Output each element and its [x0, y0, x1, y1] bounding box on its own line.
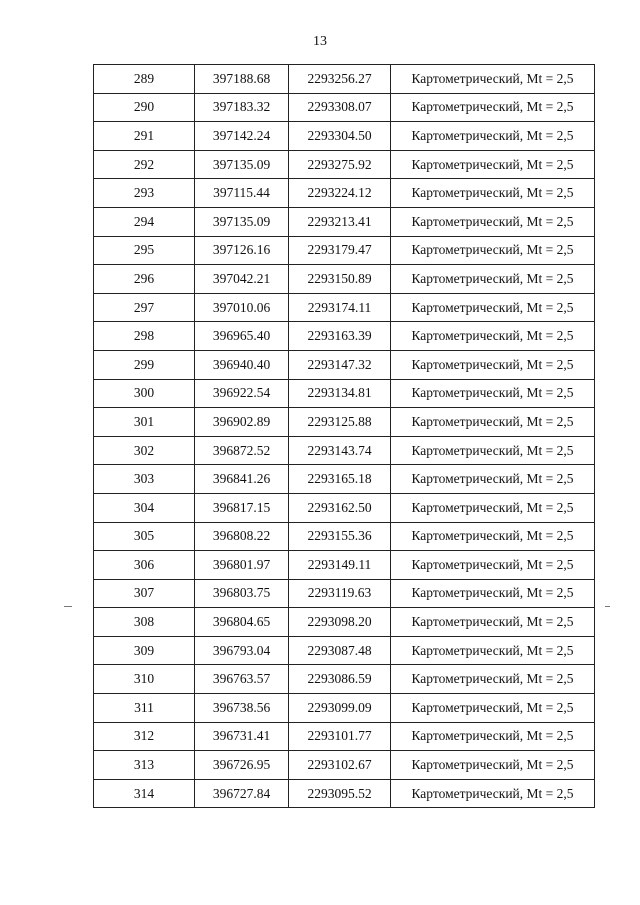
x-coordinate-cell: 397188.68 [195, 65, 289, 94]
y-coordinate-cell: 2293143.74 [289, 436, 391, 465]
table-row [94, 408, 595, 437]
y-coordinate-cell: 2293308.07 [289, 93, 391, 122]
table-row [94, 522, 595, 551]
y-coordinate-cell: 2293119.63 [289, 579, 391, 608]
x-coordinate-cell: 396940.40 [195, 350, 289, 379]
table-row [94, 350, 595, 379]
x-coordinate-cell: 396872.52 [195, 436, 289, 465]
method-cell: Картометрический, Mt = 2,5 [391, 207, 595, 236]
table-row [94, 608, 595, 637]
x-coordinate-cell: 396808.22 [195, 522, 289, 551]
y-coordinate-cell: 2293174.11 [289, 293, 391, 322]
table-row [94, 493, 595, 522]
method-cell: Картометрический, Mt = 2,5 [391, 293, 595, 322]
x-coordinate-cell: 396965.40 [195, 322, 289, 351]
method-cell: Картометрический, Mt = 2,5 [391, 751, 595, 780]
method-cell: Картометрический, Mt = 2,5 [391, 493, 595, 522]
table-row [94, 465, 595, 494]
table-row [94, 207, 595, 236]
method-cell: Картометрический, Mt = 2,5 [391, 379, 595, 408]
table-row [94, 751, 595, 780]
x-coordinate-cell: 396731.41 [195, 722, 289, 751]
method-cell: Картометрический, Mt = 2,5 [391, 779, 595, 808]
x-coordinate-cell: 397042.21 [195, 265, 289, 294]
y-coordinate-cell: 2293304.50 [289, 122, 391, 151]
y-coordinate-cell: 2293125.88 [289, 408, 391, 437]
x-coordinate-cell: 396763.57 [195, 665, 289, 694]
table-row [94, 379, 595, 408]
point-number-cell: 293 [94, 179, 195, 208]
point-number-cell: 302 [94, 436, 195, 465]
table-row [94, 436, 595, 465]
scan-speck [64, 606, 72, 607]
y-coordinate-cell: 2293101.77 [289, 722, 391, 751]
table-row [94, 779, 595, 808]
table-row [94, 150, 595, 179]
y-coordinate-cell: 2293213.41 [289, 207, 391, 236]
method-cell: Картометрический, Mt = 2,5 [391, 408, 595, 437]
x-coordinate-cell: 396738.56 [195, 694, 289, 723]
point-number-cell: 300 [94, 379, 195, 408]
y-coordinate-cell: 2293147.32 [289, 350, 391, 379]
y-coordinate-cell: 2293102.67 [289, 751, 391, 780]
y-coordinate-cell: 2293162.50 [289, 493, 391, 522]
point-number-cell: 294 [94, 207, 195, 236]
point-number-cell: 290 [94, 93, 195, 122]
y-coordinate-cell: 2293098.20 [289, 608, 391, 637]
y-coordinate-cell: 2293155.36 [289, 522, 391, 551]
method-cell: Картометрический, Mt = 2,5 [391, 694, 595, 723]
y-coordinate-cell: 2293099.09 [289, 694, 391, 723]
x-coordinate-cell: 396727.84 [195, 779, 289, 808]
point-number-cell: 299 [94, 350, 195, 379]
method-cell: Картометрический, Mt = 2,5 [391, 551, 595, 580]
x-coordinate-cell: 397010.06 [195, 293, 289, 322]
x-coordinate-cell: 397142.24 [195, 122, 289, 151]
point-number-cell: 291 [94, 122, 195, 151]
x-coordinate-cell: 397126.16 [195, 236, 289, 265]
y-coordinate-cell: 2293134.81 [289, 379, 391, 408]
point-number-cell: 308 [94, 608, 195, 637]
table-row [94, 665, 595, 694]
point-number-cell: 295 [94, 236, 195, 265]
method-cell: Картометрический, Mt = 2,5 [391, 436, 595, 465]
method-cell: Картометрический, Mt = 2,5 [391, 93, 595, 122]
method-cell: Картометрический, Mt = 2,5 [391, 522, 595, 551]
table-row [94, 579, 595, 608]
method-cell: Картометрический, Mt = 2,5 [391, 350, 595, 379]
method-cell: Картометрический, Mt = 2,5 [391, 122, 595, 151]
point-number-cell: 298 [94, 322, 195, 351]
method-cell: Картометрический, Mt = 2,5 [391, 65, 595, 94]
table-row [94, 122, 595, 151]
table-row [94, 636, 595, 665]
y-coordinate-cell: 2293095.52 [289, 779, 391, 808]
y-coordinate-cell: 2293163.39 [289, 322, 391, 351]
point-number-cell: 311 [94, 694, 195, 723]
y-coordinate-cell: 2293149.11 [289, 551, 391, 580]
point-number-cell: 303 [94, 465, 195, 494]
y-coordinate-cell: 2293150.89 [289, 265, 391, 294]
table-row [94, 694, 595, 723]
x-coordinate-cell: 396801.97 [195, 551, 289, 580]
x-coordinate-cell: 397183.32 [195, 93, 289, 122]
point-number-cell: 306 [94, 551, 195, 580]
point-number-cell: 304 [94, 493, 195, 522]
point-number-cell: 310 [94, 665, 195, 694]
y-coordinate-cell: 2293165.18 [289, 465, 391, 494]
point-number-cell: 313 [94, 751, 195, 780]
point-number-cell: 289 [94, 65, 195, 94]
coordinates-table [93, 64, 595, 808]
x-coordinate-cell: 396841.26 [195, 465, 289, 494]
point-number-cell: 292 [94, 150, 195, 179]
point-number-cell: 297 [94, 293, 195, 322]
scan-speck [605, 606, 610, 607]
table-row [94, 265, 595, 294]
x-coordinate-cell: 396726.95 [195, 751, 289, 780]
method-cell: Картометрический, Mt = 2,5 [391, 236, 595, 265]
y-coordinate-cell: 2293087.48 [289, 636, 391, 665]
method-cell: Картометрический, Mt = 2,5 [391, 722, 595, 751]
method-cell: Картометрический, Mt = 2,5 [391, 636, 595, 665]
table-row [94, 293, 595, 322]
point-number-cell: 314 [94, 779, 195, 808]
x-coordinate-cell: 396922.54 [195, 379, 289, 408]
method-cell: Картометрический, Mt = 2,5 [391, 465, 595, 494]
y-coordinate-cell: 2293275.92 [289, 150, 391, 179]
method-cell: Картометрический, Mt = 2,5 [391, 179, 595, 208]
method-cell: Картометрический, Mt = 2,5 [391, 665, 595, 694]
y-coordinate-cell: 2293179.47 [289, 236, 391, 265]
method-cell: Картометрический, Mt = 2,5 [391, 322, 595, 351]
method-cell: Картометрический, Mt = 2,5 [391, 579, 595, 608]
x-coordinate-cell: 397135.09 [195, 150, 289, 179]
point-number-cell: 312 [94, 722, 195, 751]
table-row [94, 93, 595, 122]
table-row [94, 551, 595, 580]
y-coordinate-cell: 2293086.59 [289, 665, 391, 694]
x-coordinate-cell: 396804.65 [195, 608, 289, 637]
method-cell: Картометрический, Mt = 2,5 [391, 608, 595, 637]
table-row [94, 322, 595, 351]
point-number-cell: 305 [94, 522, 195, 551]
x-coordinate-cell: 396793.04 [195, 636, 289, 665]
y-coordinate-cell: 2293256.27 [289, 65, 391, 94]
point-number-cell: 301 [94, 408, 195, 437]
x-coordinate-cell: 396803.75 [195, 579, 289, 608]
coordinates-table-body [94, 65, 595, 808]
method-cell: Картометрический, Mt = 2,5 [391, 150, 595, 179]
table-row [94, 65, 595, 94]
point-number-cell: 296 [94, 265, 195, 294]
table-row [94, 722, 595, 751]
y-coordinate-cell: 2293224.12 [289, 179, 391, 208]
point-number-cell: 309 [94, 636, 195, 665]
page-number: 13 [313, 34, 327, 49]
x-coordinate-cell: 397115.44 [195, 179, 289, 208]
table-row [94, 236, 595, 265]
table-row [94, 179, 595, 208]
method-cell: Картометрический, Mt = 2,5 [391, 265, 595, 294]
x-coordinate-cell: 396902.89 [195, 408, 289, 437]
x-coordinate-cell: 396817.15 [195, 493, 289, 522]
x-coordinate-cell: 397135.09 [195, 207, 289, 236]
point-number-cell: 307 [94, 579, 195, 608]
